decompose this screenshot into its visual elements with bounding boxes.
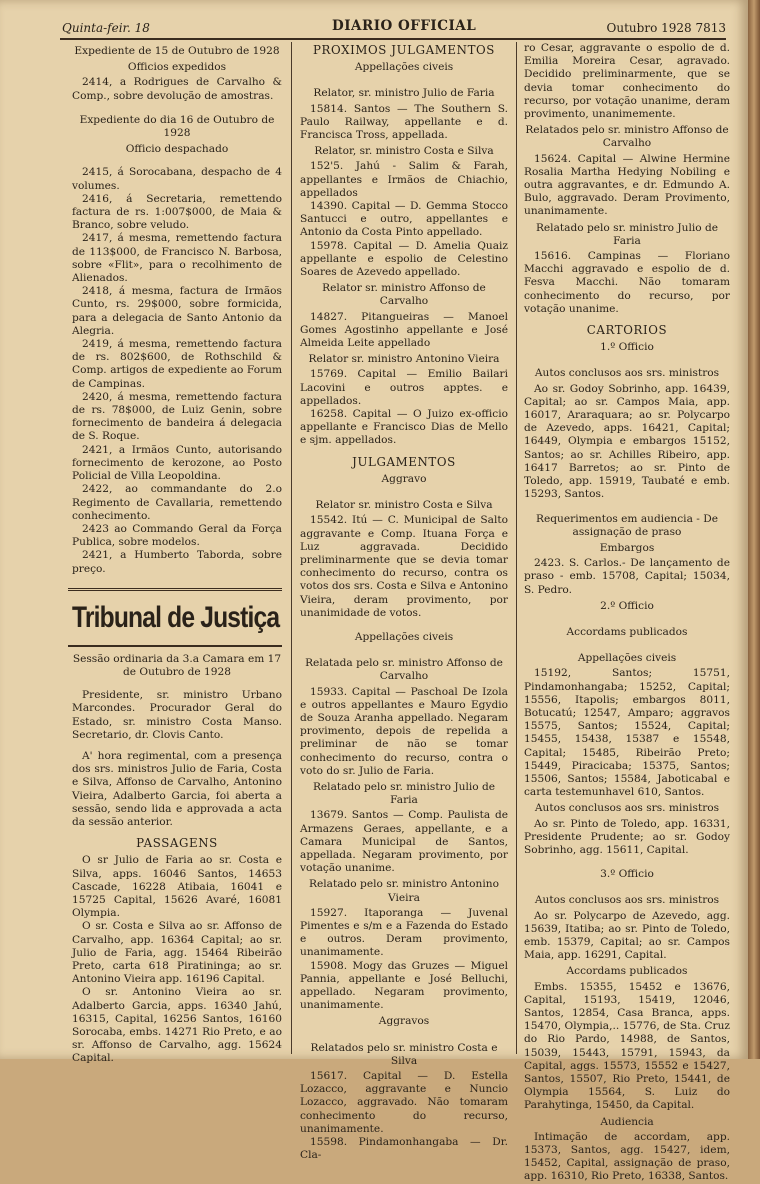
paragraph: Ao sr. Pinto de Toledo, app. 16331, Presidente Prudente; ao sr. Godoy Sobrinho, agg. 15611, Capital.	[524, 817, 730, 856]
subheading: Aggravo	[381, 472, 427, 485]
paragraph: 2419, á mesma, remettendo factura de rs. 802$600, de Rothschild & Comp. artigos de expediente ao Forum de Campinas.	[72, 338, 282, 390]
paragraph: 2416, á Secretaria, remettendo factura de rs. 1:007$000, de Maia & Branco, sobre veludo.	[72, 192, 282, 232]
relator-line: Relatada pelo sr. ministro Affonso de Carvalho	[305, 657, 503, 683]
paragraph: 15192, Santos; 15751, Pindamonhangaba; 15252, Capital; 15556, Itapolis; embargos 8011, Botucatú; 12547, Amparo; aggravos 15575, Santos; 15524, Capital; 15455, 15438, 15387 e 15548, Capital; 15485, Ribeirão Preto; 15449, Piracicaba; 15375, Santos; 15506, Santos; 15584, Jaboticabal e carta testemunhavel 610, Santos.	[524, 667, 730, 799]
relator-line: Relator sr. ministro Affonso de Carvalho	[322, 282, 486, 308]
paragraph: ro Cesar, aggravante o espolio de d. Emilia Moreira Cesar, agravado. Decidido preliminarmente, que se devia tomar conhecimento do recurso, por votação unanime, deram provimento, unanimemente.	[524, 42, 730, 121]
paragraph: Embs. 15355, 15452 e 13676, Capital, 15193, 15419, 12046, Santos, 12854, Casa Branca, apps. 15470, Olympia,.. 15776, de Sta. Cruz do Rio Pardo, 14988, de Santos, 15039, 15443, 15791, 15943, da Capital, aggs. 15573, 15552 e 15427, Santos, 15507, Rio Preto, 15441, de Olympia 15564, S. Luiz do Parahytinga, 15450, da Capital.	[524, 980, 730, 1112]
paragraph: Presidente, sr. ministro Urbano Marcondes. Procurador Geral do Estado, sr. ministro Costa Manso. Secretario, dr. Clovis Canto.	[72, 689, 282, 741]
paragraph: 152'5. Jahú - Salim & Farah, appellantes e Irmãos de Chiachio, appellados	[300, 160, 508, 199]
relator-line: Relatado pelo sr. ministro Julio de Faria	[312, 780, 496, 807]
paragraph: 2417, á mesma, remettendo factura de 113$000, de Francisco N. Barbosa, sobre «Flit», para o recolhimento de Alienados.	[72, 232, 282, 285]
column-1	[72, 42, 282, 1065]
subheading: Aggravos	[378, 1015, 430, 1028]
subheading: 2.º Officio	[600, 599, 654, 612]
paragraph: 2421, a Humberto Taborda, sobre preço.	[72, 549, 282, 575]
relator-line: Relator sr. ministro Antonino Vieira	[308, 353, 500, 366]
paragraph: 15978. Capital — D. Amelia Quaiz appellante e espolio de Celestino Soares de Azevedo appellado.	[300, 239, 508, 279]
paragraph: 2423 ao Commando Geral da Força Publica, sobre modelos.	[72, 522, 282, 549]
subheading: Audiencia	[600, 1115, 654, 1128]
header-date: Quinta-feir. 18	[62, 21, 150, 35]
relator-line: Relatado pelo sr. ministro Julio de Faria	[535, 221, 719, 247]
subheading: Autos conclusos aos srs. ministros	[534, 802, 720, 815]
subheading: Accordams publicados	[566, 965, 688, 978]
paragraph: 16258. Capital — O Juizo ex-officio appellante e Francisco Dias de Mello e sjm. appellados.	[300, 408, 508, 447]
relator-line: Relatados pelo sr. ministro Affonso de Carvalho	[525, 124, 729, 150]
paragraph: 2423. S. Carlos.- De lançamento de praso - emb. 15708, Capital; 15034, S. Pedro.	[524, 557, 730, 596]
expediente-heading: Expediente do dia 16 de Outubro de 1928	[79, 113, 275, 140]
subheading: Appellações civeis	[577, 652, 677, 665]
section-heading: JULGAMENTOS	[352, 454, 456, 469]
paragraph: O sr Julio de Faria ao sr. Costa e Silva, apps. 16046 Santos, 14653 Cascade, 16228 Atibaia, 16041 e 15725 Capital, 15626 Avaré, 16081 Olympia.	[72, 854, 282, 920]
masthead-title: DIARIO OFFICIAL	[332, 18, 477, 34]
paragraph: A' hora regimental, com a presença dos srs. ministros Julio de Faria, Costa e Silva, Affonso de Carvalho, Antonino Vieira, Adalberto Garcia, foi aberta a sessão, sendo lida e approvada a acta da sessão anterior.	[72, 749, 282, 828]
paragraph: 2420, á mesma, remettendo factura de rs. 78$000, de Luiz Genin, sobre fornecimento de bandeira á delegacia de S. Roque.	[72, 390, 282, 443]
column-divider	[291, 42, 292, 1054]
tribunal-heading: Tribunal de Justiça	[72, 600, 280, 634]
subheading: Appellações civeis	[354, 61, 454, 74]
page-header	[60, 16, 726, 40]
paragraph: 2414, a Rodrigues de Carvalho & Comp., sobre devolução de amostras.	[72, 76, 282, 102]
subheading: 1.º Officio	[600, 341, 654, 354]
column-2	[300, 42, 508, 1162]
page-edge	[748, 0, 760, 1059]
header-page-number: Outubro 1928 7813	[606, 21, 726, 35]
subheading: Embargos	[599, 541, 655, 554]
paragraph: 15598. Pindamonhangaba — Dr. Cla-	[300, 1136, 508, 1162]
session-heading: Sessão ordinaria da 3.a Camara em 17 de Outubro de 1928	[72, 652, 282, 678]
paragraph: 15624. Capital — Alwine Hermine Rosalia Martha Hedying Nobiling e outra aggravantes, e dr. Edmundo A. Bulo, aggravado. Deram Provimento, unanimamente.	[524, 152, 730, 218]
paragraph: 15542. Itú — C. Municipal de Salto aggravante e Comp. Ituana Força e Luz aggravada. Decidido preliminarmente que se devia tomar conhecimento do recurso, contra os votos dos srs. Costa e Silva e Antonino Vieira, deram provimento, por unanimidade de votos.	[300, 514, 508, 619]
relator-line: Relator, sr. ministro Julio de Faria	[313, 87, 495, 100]
paragraph: 2422, ao commandante do 2.o Regimento de Cavallaria, remettendo conhecimento.	[72, 483, 282, 522]
paragraph: 2421, a Irmãos Cunto, autorisando fornecimento de kerozone, ao Posto Policial de Villa Leopoldina.	[72, 443, 282, 483]
paragraph: 14390. Capital — D. Gemma Stocco Santucci e outro, appellantes e Antonio da Costa Pinto appellado.	[300, 200, 508, 239]
subheading: 3.º Officio	[600, 868, 654, 881]
paragraph: O sr. Costa e Silva ao sr. Affonso de Carvalho, app. 16364 Capital; ao sr. Julio de Faria, agg. 15464 Ribeirão Preto, carta 618 Piratininga; ao sr. Antonino Vieira app. 16196 Capital.	[72, 920, 282, 986]
paragraph: 15814. Santos — The Southern S. Paulo Railway, appellante e d. Francisca Tross, appellada.	[300, 102, 508, 142]
paragraph: 2418, á mesma, factura de Irmãos Cunto, rs. 29$000, sobre formicida, para a delegacia de Santo Antonio da Alegria.	[72, 285, 282, 337]
paragraph: 15908. Mogy das Gruzes — Miguel Pannia, appellante e José Belluchi, appellado. Negaram provimento, unanimamente.	[300, 959, 508, 1012]
subheading: Officio despachado	[125, 143, 229, 156]
subheading: Requerimentos em audiencia - De assignação de praso	[536, 512, 718, 538]
paragraph: 14827. Pitangueiras — Manoel Gomes Agostinho appellante e José Almeida Leite appellado	[300, 310, 508, 350]
paragraph: 15927. Itaporanga — Juvenal Pimentes e s/m e a Fazenda do Estado e outros. Deram provimento, unanimamente.	[300, 906, 508, 959]
paragraph: 15769. Capital — Emilio Bailari Lacovini e outros apptes. e appellados.	[300, 368, 508, 407]
paragraph: Ao sr. Polycarpo de Azevedo, agg. 15639, Itatiba; ao sr. Pinto de Toledo, emb. 15379, Capital; ao sr. Campos Maia, app. 16291, Capital.	[524, 909, 730, 962]
subheading: Autos conclusos aos srs. ministros	[534, 367, 720, 380]
section-rule	[68, 588, 282, 591]
relator-line: Relatados pelo sr. ministro Costa e Silva	[310, 1041, 498, 1067]
section-heading: PASSAGENS	[136, 836, 218, 851]
relator-line: Relator sr. ministro Costa e Silva	[315, 499, 493, 512]
relator-line: Relatado pelo sr. ministro Antonino Vieira	[309, 878, 499, 904]
paragraph: Intimação de accordam, app. 15373, Santos, agg. 15427, idem, 15452, Capital, assignação de praso, app. 16310, Rio Preto, 16338, Santos.	[524, 1130, 730, 1183]
section-heading: CARTORIOS	[586, 323, 668, 338]
subheading: Officios expedidos	[127, 61, 227, 74]
paragraph: 13679. Santos — Comp. Paulista de Armazens Geraes, appellante, e a Camara Municipal de Santos, appellada. Negaram provimento, por votação unanime.	[300, 809, 508, 875]
subheading: Accordams publicados	[566, 625, 688, 638]
relator-line: Relator, sr. ministro Costa e Silva	[314, 145, 494, 158]
paragraph: Ao sr. Godoy Sobrinho, app. 16439, Capital; ao sr. Campos Maia, app. 16017, Araraquara; ao sr. Polycarpo de Azevedo, apps. 16421, Capital; 16449, Olympia e embargos 15152, Santos; ao sr. Achilles Ribeiro, app. 16417 Barretos; ao sr. Pinto de Toledo, app. 15919, Taubaté e emb. 15293, Santos.	[524, 382, 730, 501]
expediente-heading: Expediente de 15 de Outubro de 1928	[74, 45, 280, 57]
column-divider	[516, 42, 517, 1054]
paragraph: 15617. Capital — D. Estella Lozacco, aggravante e Nuncio Lozacco, aggravado. Não tomaram conhecimento do recurso, unanimamente.	[300, 1070, 508, 1135]
section-heading: PROXIMOS JULGAMENTOS	[312, 43, 495, 57]
section-rule	[68, 645, 282, 647]
column-3	[524, 42, 730, 1183]
paragraph: 15933. Capital — Paschoal De Izola e outros appellantes e Mauro Egydio de Souza Aranha appellado. Negaram provimento, depois de repelida a preliminar de não se tomar conhecimento do recurso, contra o voto do sr. Julio de Faria.	[300, 685, 508, 777]
paragraph: 15616. Campinas — Floriano Macchi aggravado e espolio de d. Fesva Macchi. Não tomaram conhecimento do recurso, por votação unanime.	[524, 250, 730, 315]
subheading: Appellações civeis	[354, 630, 454, 643]
paragraph: 2415, á Sorocabana, despacho de 4 volumes.	[72, 166, 282, 192]
paragraph: O sr. Antonino Vieira ao sr. Adalberto Garcia, apps. 16340 Jahú, 16315, Capital, 16256 Santos, 16160 Sorocaba, embs. 14271 Rio Preto, e ao sr. Affonso de Carvalho, agg. 15624 Capital.	[72, 986, 282, 1065]
subheading: Autos conclusos aos srs. ministros	[534, 894, 720, 907]
